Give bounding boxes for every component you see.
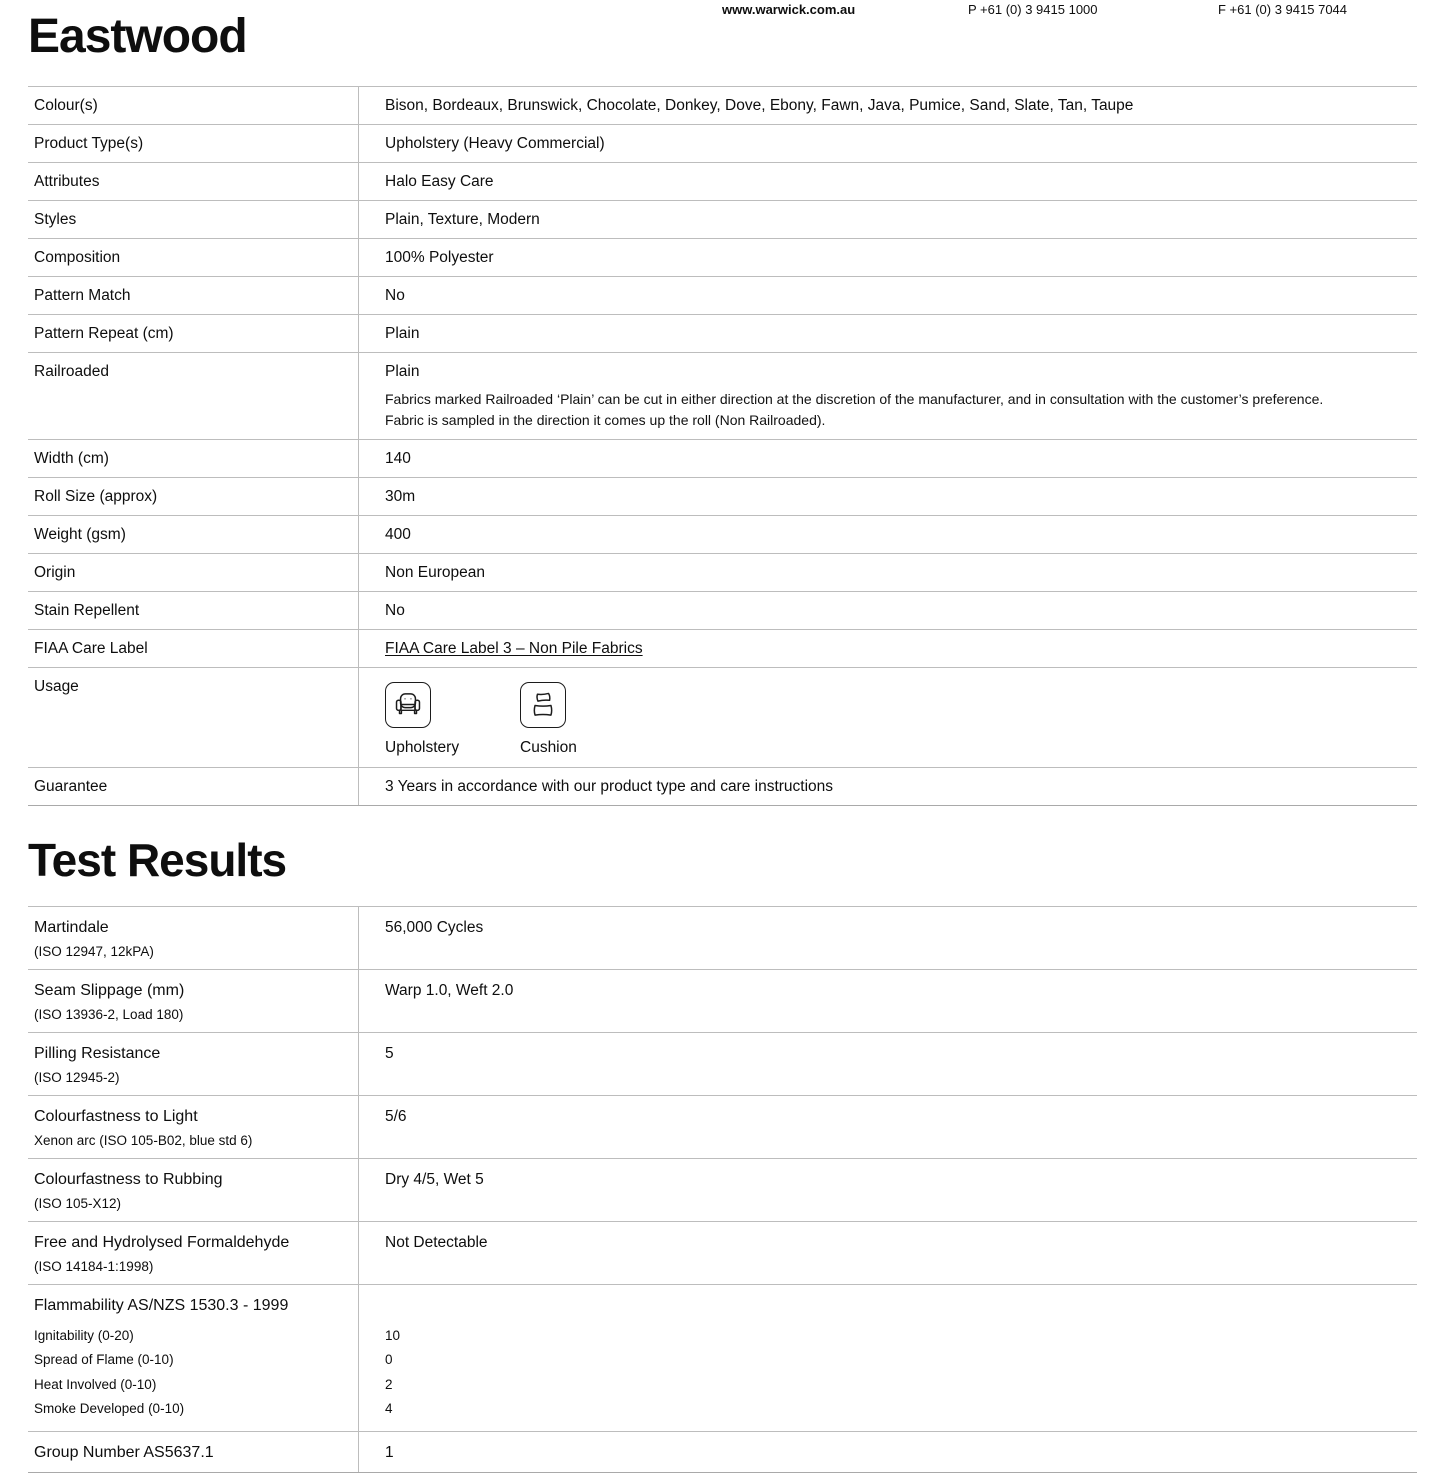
test-label: Colourfastness to Rubbing bbox=[34, 1170, 223, 1188]
document-page bbox=[0, 12, 1445, 1473]
usage-cell bbox=[359, 668, 1417, 767]
row-label: Weight (gsm) bbox=[28, 516, 359, 553]
row-label: Usage bbox=[28, 668, 359, 767]
test-row-flammability bbox=[28, 1284, 1417, 1431]
usage-item-label: Upholstery bbox=[385, 739, 460, 757]
cushion-icon bbox=[520, 682, 566, 728]
flammability-value: 4 bbox=[385, 1401, 393, 1417]
table-row bbox=[28, 553, 1417, 591]
table-row bbox=[28, 439, 1417, 477]
row-value: Plain bbox=[385, 325, 420, 343]
row-value bbox=[359, 630, 1417, 667]
row-value: 1 bbox=[385, 1443, 394, 1461]
usage-item-cushion bbox=[520, 682, 577, 757]
usage-items bbox=[385, 682, 1407, 757]
row-value: 5 bbox=[385, 1044, 394, 1062]
flammability-value: 2 bbox=[385, 1376, 393, 1392]
test-row-group-number bbox=[28, 1431, 1417, 1472]
row-label: Styles bbox=[28, 201, 359, 238]
test-standard: (ISO 14184-1:1998) bbox=[34, 1258, 154, 1274]
row-value: 140 bbox=[385, 450, 411, 468]
test-standard: (ISO 13936-2, Load 180) bbox=[34, 1006, 184, 1022]
table-row bbox=[28, 162, 1417, 200]
test-row bbox=[28, 1158, 1417, 1221]
row-value: No bbox=[385, 602, 405, 620]
table-row bbox=[28, 276, 1417, 314]
table-row-care-label bbox=[28, 629, 1417, 667]
table-row bbox=[28, 314, 1417, 352]
test-label: Flammability AS/NZS 1530.3 - 1999 bbox=[34, 1296, 289, 1314]
row-label: Product Type(s) bbox=[28, 125, 359, 162]
row-label bbox=[28, 1285, 359, 1431]
website-text: www.warwick.com.au bbox=[722, 2, 856, 17]
row-label bbox=[28, 1033, 359, 1095]
row-label bbox=[28, 907, 359, 969]
row-value: 30m bbox=[385, 488, 416, 506]
table-row-usage bbox=[28, 667, 1417, 767]
table-row bbox=[28, 86, 1417, 124]
row-value: Halo Easy Care bbox=[385, 173, 494, 191]
table-row bbox=[28, 591, 1417, 629]
row-value: Upholstery (Heavy Commercial) bbox=[385, 135, 605, 153]
flammability-value: 10 bbox=[385, 1327, 401, 1343]
row-value: 100% Polyester bbox=[385, 249, 494, 267]
test-results-title: Test Results bbox=[28, 834, 287, 887]
test-standard: (ISO 105-X12) bbox=[34, 1195, 122, 1211]
test-standard: (ISO 12945-2) bbox=[34, 1069, 120, 1085]
flammability-sublabel: Ignitability (0-20) bbox=[34, 1327, 134, 1343]
table-row bbox=[28, 515, 1417, 553]
row-value: Plain, Texture, Modern bbox=[385, 211, 540, 229]
test-label: Group Number AS5637.1 bbox=[34, 1443, 214, 1461]
row-value: 5/6 bbox=[385, 1107, 407, 1125]
row-label: Colour(s) bbox=[28, 87, 359, 124]
fiaa-care-label-link[interactable]: FIAA Care Label 3 – Non Pile Fabrics bbox=[385, 640, 643, 658]
row-label: Railroaded bbox=[28, 353, 359, 439]
test-label: Seam Slippage (mm) bbox=[34, 981, 185, 999]
row-label: FIAA Care Label bbox=[28, 630, 359, 667]
test-label: Free and Hydrolysed Formaldehyde bbox=[34, 1233, 290, 1251]
row-label: Guarantee bbox=[28, 768, 359, 805]
test-label: Pilling Resistance bbox=[34, 1044, 161, 1062]
phone-text: P +61 (0) 3 9415 1000 bbox=[968, 2, 1098, 17]
row-value: No bbox=[385, 287, 405, 305]
test-standard: (ISO 12947, 12kPA) bbox=[34, 943, 154, 959]
row-value: 400 bbox=[385, 526, 411, 544]
table-row bbox=[28, 124, 1417, 162]
row-label: Width (cm) bbox=[28, 440, 359, 477]
flammability-sublabel: Heat Involved (0-10) bbox=[34, 1376, 157, 1392]
fax-text: F +61 (0) 3 9415 7044 bbox=[1218, 2, 1348, 17]
row-label: Pattern Match bbox=[28, 277, 359, 314]
row-value: Dry 4/5, Wet 5 bbox=[385, 1170, 484, 1188]
row-label: Pattern Repeat (cm) bbox=[28, 315, 359, 352]
table-row bbox=[28, 477, 1417, 515]
flammability-sublabel: Smoke Developed (0-10) bbox=[34, 1401, 185, 1417]
row-label bbox=[28, 1222, 359, 1284]
test-results-table bbox=[28, 906, 1417, 1473]
row-value: Not Detectable bbox=[385, 1233, 488, 1251]
product-spec-table bbox=[28, 86, 1417, 806]
row-value bbox=[359, 353, 1417, 439]
railroaded-value: Plain bbox=[385, 363, 420, 381]
page-title: Eastwood bbox=[28, 10, 247, 63]
test-row bbox=[28, 1221, 1417, 1284]
row-label: Composition bbox=[28, 239, 359, 276]
flammability-values bbox=[359, 1285, 1417, 1431]
test-row bbox=[28, 906, 1417, 969]
flammability-sublabels bbox=[34, 1324, 346, 1422]
test-standard: Xenon arc (ISO 105-B02, blue std 6) bbox=[34, 1132, 253, 1148]
row-value: Warp 1.0, Weft 2.0 bbox=[385, 981, 514, 999]
row-value: 3 Years in accordance with our product type and care instructions bbox=[385, 778, 834, 796]
row-label: Attributes bbox=[28, 163, 359, 200]
contact-strip bbox=[0, 3, 1445, 21]
row-value: Non European bbox=[385, 564, 485, 582]
row-label bbox=[28, 1159, 359, 1221]
row-value: Bison, Bordeaux, Brunswick, Chocolate, Donkey, Dove, Ebony, Fawn, Java, Pumice, Sand, Slate, Tan, Taupe bbox=[385, 97, 1134, 115]
row-label bbox=[28, 1432, 359, 1472]
railroaded-note: Fabrics marked Railroaded ‘Plain’ can be cut in either direction at the discretion of the manufacturer, and in consultation with the customer’s preference. Fabric is sampled in the direction it comes up the roll (Non Railroaded). bbox=[385, 391, 1324, 429]
row-label: Stain Repellent bbox=[28, 592, 359, 629]
test-label: Martindale bbox=[34, 918, 109, 936]
armchair-icon bbox=[385, 682, 431, 728]
row-value: 56,000 Cycles bbox=[385, 918, 484, 936]
test-row bbox=[28, 1032, 1417, 1095]
usage-item-upholstery bbox=[385, 682, 465, 757]
flammability-value: 0 bbox=[385, 1352, 393, 1368]
test-row bbox=[28, 969, 1417, 1032]
row-label: Roll Size (approx) bbox=[28, 478, 359, 515]
row-label bbox=[28, 1096, 359, 1158]
table-row bbox=[28, 767, 1417, 805]
test-row bbox=[28, 1095, 1417, 1158]
flammability-sublabel: Spread of Flame (0-10) bbox=[34, 1352, 174, 1368]
row-label bbox=[28, 970, 359, 1032]
table-row bbox=[28, 200, 1417, 238]
row-label: Origin bbox=[28, 554, 359, 591]
test-label: Colourfastness to Light bbox=[34, 1107, 198, 1125]
table-row-railroaded bbox=[28, 352, 1417, 439]
usage-item-label: Cushion bbox=[520, 739, 577, 757]
table-row bbox=[28, 238, 1417, 276]
